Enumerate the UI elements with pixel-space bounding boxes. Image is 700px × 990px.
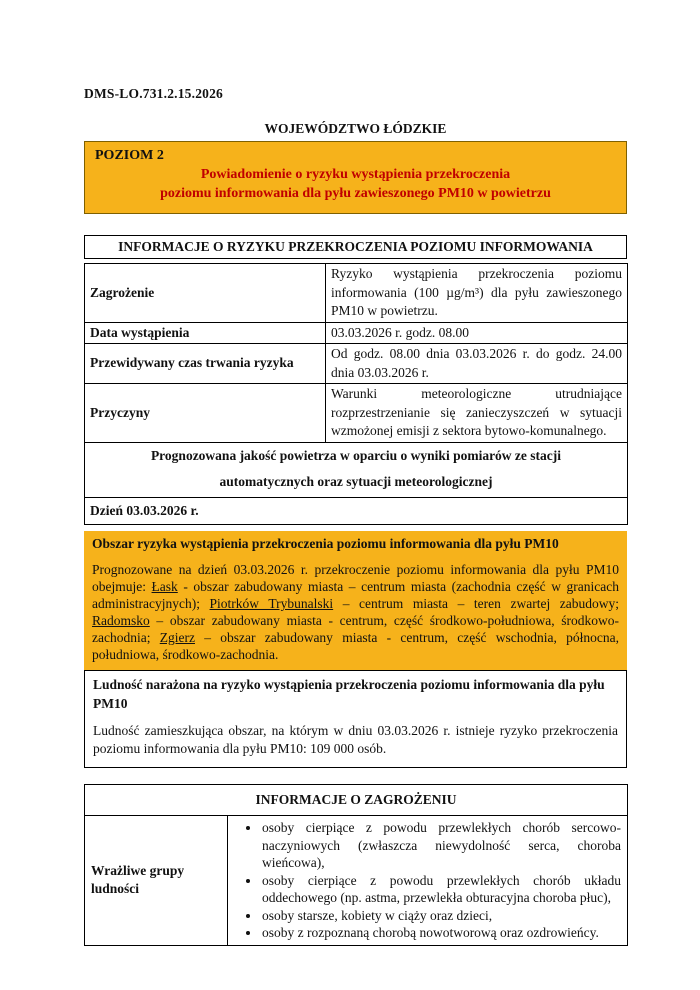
- forecast-heading: [85, 442, 628, 497]
- forecast-day: Dzień 03.03.2026 r.: [85, 497, 628, 525]
- hazard-table-header-row: [85, 785, 628, 816]
- risk-table-header: INFORMACJE O RYZYKU PRZEKROCZENIA POZIOMU INFORMOWANIA: [84, 235, 627, 259]
- forecast-heading-line2: automatycznych oraz sytuacji meteorologicznej: [219, 474, 493, 489]
- risk-area-block: [84, 531, 627, 670]
- area-text-segment: – centrum miasta – teren zwartej zabudowy;: [333, 596, 619, 611]
- population-block: [84, 670, 627, 768]
- area-city-name: Łask: [151, 579, 178, 594]
- risk-table: [84, 263, 628, 525]
- table-row-przyczyny: [85, 384, 628, 443]
- alert-level-label: POZIOM 2: [95, 148, 164, 163]
- vulnerable-group-item: • osoby z rozpoznaną chorobą nowotworową oraz ozdrowieńcy.: [261, 924, 621, 942]
- row-value: Ryzyko wystąpienia przekroczenia poziomu informowania (100 µg/m³) dla pyłu zawieszonego PM10 w powietrzu.: [326, 264, 628, 323]
- row-value: 03.03.2026 r. godz. 08.00: [326, 322, 628, 344]
- hazard-table: [84, 784, 628, 946]
- vulnerable-group-item: • osoby cierpiące z powodu przewlekłych chorób sercowo-naczyniowych (zwłaszcza niewydolność serca, choroba wieńcowa),: [261, 819, 621, 872]
- row-label: Data wystąpienia: [85, 322, 326, 344]
- row-label: Przyczyny: [85, 384, 326, 443]
- vulnerable-group-item: • osoby cierpiące z powodu przewlekłych chorób układu oddechowego (np. astma, przewlekła obturacyjna choroba płuc),: [261, 872, 621, 907]
- area-text-segment: - obszar zabudowany miasta – centrum miasta (zachodnia część w granicach administracyjnych);: [92, 579, 619, 611]
- forecast-heading-line1: Prognozowana jakość powietrza w oparciu o wyniki pomiarów ze stacji: [150, 447, 562, 463]
- document-content: [84, 86, 627, 946]
- area-text-segment: – obszar zabudowany miasta - centrum, część środkowo-południowa, środkowo-zachodnia;: [92, 613, 619, 645]
- table-row-forecast-heading: [85, 442, 628, 497]
- area-text-segment: Prognozowane na dzień 03.03.2026 r. przekroczenie poziomu informowania dla pyłu PM10 obejmuje:: [92, 562, 619, 594]
- area-city-name: Zgierz: [159, 630, 195, 645]
- region-title: WOJEWÓDZTWO ŁÓDZKIE: [264, 121, 447, 136]
- table-row-zagrozenie: [85, 264, 628, 323]
- risk-area-title: Obszar ryzyka wystąpienia przekroczenia poziomu informowania dla pyłu PM10: [92, 536, 559, 551]
- row-value: Od godz. 08.00 dnia 03.03.2026 r. do godz. 24.00 dnia 03.03.2026 r.: [326, 344, 628, 384]
- table-row-vulnerable-groups: [85, 816, 628, 946]
- area-city-name: Piotrków Trybunalski: [209, 596, 334, 611]
- table-row-data-wystapienia: [85, 322, 628, 344]
- area-city-name: Radomsko: [92, 613, 150, 628]
- population-text: Ludność zamieszkująca obszar, na którym w dniu 03.03.2026 r. istnieje ryzyko przekroczenia poziomu informowania dla pyłu PM10: 109 000 osób.: [93, 723, 618, 756]
- alert-level-banner: [84, 141, 627, 214]
- hazard-table-header: INFORMACJE O ZAGROŻENIU: [85, 785, 628, 816]
- row-label: Zagrożenie: [85, 264, 326, 323]
- vulnerable-groups-list: [230, 819, 621, 942]
- area-text-segment: – obszar zabudowany miasta - centrum, część wschodnia, północna, południowa, środkowo-zachodnia.: [92, 630, 619, 662]
- table-row-day: [85, 497, 628, 525]
- risk-area-paragraph: [92, 561, 619, 663]
- row-label: Wrażliwe grupy ludności: [85, 816, 228, 946]
- row-value: Warunki meteorologiczne utrudniające rozprzestrzenianie się zanieczyszczeń w sytuacji wzmożonej emisji z sektora bytowo-komunalnego.: [326, 384, 628, 443]
- row-label: Przewidywany czas trwania ryzyka: [85, 344, 326, 384]
- population-title: Ludność narażona na ryzyko wystąpienia przekroczenia poziomu informowania dla pyłu PM10: [93, 677, 605, 711]
- row-value: [228, 816, 628, 946]
- vulnerable-group-item: • osoby starsze, kobiety w ciąży oraz dzieci,: [261, 907, 621, 925]
- doc-number: DMS-LO.731.2.15.2026: [84, 86, 223, 101]
- alert-title-line1: Powiadomienie o ryzyku wystąpienia przekroczenia: [200, 167, 511, 182]
- table-row-czas-trwania: [85, 344, 628, 384]
- alert-title-line2: poziomu informowania dla pyłu zawieszonego PM10 w powietrzu: [160, 186, 551, 201]
